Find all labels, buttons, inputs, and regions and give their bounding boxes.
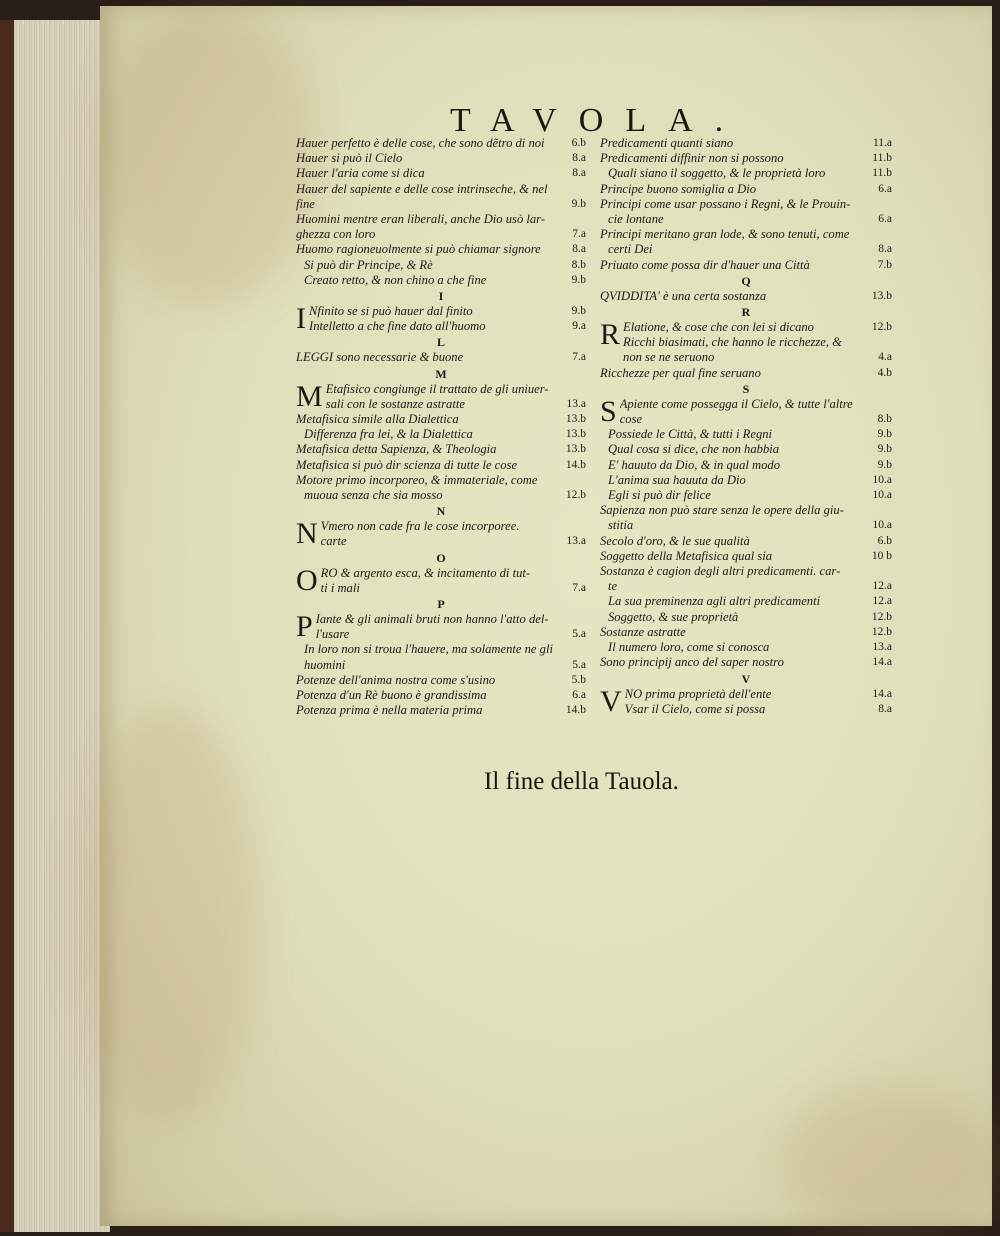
index-entry-text: sali con le sostanze astratte xyxy=(325,396,465,411)
index-entry-text: Ricchi biasimati, che hanno le ricchezze, & xyxy=(623,335,842,350)
index-column-left xyxy=(296,136,586,719)
index-entry-page: 5.b xyxy=(571,673,586,686)
index-entry xyxy=(600,197,892,212)
index-entry xyxy=(296,182,586,197)
index-entry-page: 13.a xyxy=(566,397,586,410)
index-entry-text: Hauer l'aria come si dica xyxy=(296,166,425,181)
index-entry-page: 10.a xyxy=(872,519,892,532)
index-entry-page: 5.a xyxy=(572,628,586,641)
index-entry-page: 4.a xyxy=(878,351,892,364)
index-entry-text: Principe buono somiglia a Dio xyxy=(600,181,757,196)
index-entry-text: Egli si può dir felice xyxy=(608,488,711,503)
index-entry-text: Soggetto, & sue proprietà xyxy=(608,609,739,624)
index-entry xyxy=(625,687,892,702)
index-entry xyxy=(600,242,892,257)
index-entry xyxy=(296,642,586,657)
section-letter: S xyxy=(742,381,750,396)
index-entry-page: 9.b xyxy=(877,458,892,471)
index-entry xyxy=(600,227,892,242)
section-letter: I xyxy=(438,289,444,304)
index-entry-text: Principi meritano gran lode, & sono tenuti, come xyxy=(600,227,850,242)
index-entry xyxy=(296,473,586,488)
index-entry-page: 8.b xyxy=(877,413,892,426)
index-entry xyxy=(600,212,892,227)
index-entry-text: Priuato come possa dir d'hauer una Città xyxy=(600,257,810,272)
index-entry-page: 9.b xyxy=(571,305,586,318)
index-entry xyxy=(600,473,892,488)
index-entry-text: Hauer perfetto è delle cose, che sono dẽtro di noi xyxy=(296,136,545,150)
index-entry-page: 6.b xyxy=(877,534,892,547)
index-entry xyxy=(296,136,586,151)
index-entry-page: 12.a xyxy=(872,580,892,593)
index-entry-text: Possiede le Città, & tutti i Regni xyxy=(608,427,773,442)
dropcap-entry-block xyxy=(600,684,892,718)
index-entry xyxy=(326,382,586,397)
index-entry-page: 12.b xyxy=(871,610,892,623)
index-entry-text: Predicamenti quanti siano xyxy=(600,136,734,150)
index-entry xyxy=(296,703,586,718)
index-entry-text: L'anima sua hauuta da Dio xyxy=(608,472,746,487)
index-entry xyxy=(620,412,892,427)
index-entry xyxy=(600,442,892,457)
index-entry xyxy=(600,427,892,442)
dropcap-entry-block xyxy=(600,394,892,428)
index-entry xyxy=(600,289,892,304)
index-entry-page: 10.a xyxy=(872,489,892,502)
index-entry-text: In loro non si troua l'hauere, ma solamente ne gli xyxy=(304,642,553,657)
index-entry-text: Potenze dell'anima nostra come s'usino xyxy=(296,672,496,687)
index-entry-text: certi Dei xyxy=(608,242,653,257)
index-entry-text: huomini xyxy=(304,657,346,672)
index-entry-text: ti i mali xyxy=(320,580,360,595)
drop-capital: P xyxy=(296,610,313,644)
index-entry xyxy=(321,581,586,596)
section-letter: N xyxy=(436,504,446,519)
index-entry-text: QVIDDITA' è una certa sostanza xyxy=(600,288,767,303)
index-entry-text: Hauer del sapiente e delle cose intrinseche, & nel xyxy=(296,181,548,196)
index-entry xyxy=(625,702,892,717)
index-entry-text: stitia xyxy=(608,518,634,533)
dropcap-entry-block xyxy=(296,304,586,334)
index-entry xyxy=(600,136,892,151)
index-entry-text: NO prima proprietà dell'ente xyxy=(624,686,772,701)
index-entry xyxy=(296,673,586,688)
index-entry-text: Creato retto, & non chino a che fine xyxy=(304,272,487,287)
section-letter: Q xyxy=(741,273,751,288)
drop-capital: S xyxy=(600,394,617,428)
drop-capital: R xyxy=(600,318,621,352)
index-entry xyxy=(296,442,586,457)
index-entry xyxy=(600,640,892,655)
index-entry xyxy=(309,319,586,334)
drop-capital: I xyxy=(296,302,306,336)
end-of-table-caption: Il fine della Tauola. xyxy=(484,768,679,795)
index-entry-page: 8.b xyxy=(571,258,586,271)
index-entry xyxy=(321,566,586,581)
index-entry xyxy=(296,658,586,673)
index-entry xyxy=(296,258,586,273)
index-entry-text: Sostanze astratte xyxy=(600,624,686,639)
index-entry-text: Soggetto della Metafisica qual sia xyxy=(600,548,773,563)
index-entry-page: 10.a xyxy=(872,473,892,486)
index-entry-text: Hauer si può il Cielo xyxy=(296,151,403,166)
index-entry xyxy=(623,320,892,335)
index-entry xyxy=(321,534,586,549)
dropcap-entry-block xyxy=(296,379,586,413)
index-entry-text: Predicamenti diffinir non si possono xyxy=(600,151,784,166)
index-entry xyxy=(600,610,892,625)
index-entry-page: 8.a xyxy=(572,167,586,180)
index-entry xyxy=(600,503,892,518)
index-entry-text: E' hauuto da Dio, & in qual modo xyxy=(608,457,781,472)
index-entry xyxy=(623,335,892,350)
index-entry xyxy=(600,594,892,609)
index-entry-text: Sostanza è cagion degli altri predicamenti. car- xyxy=(600,564,841,579)
index-entry-page: 8.a xyxy=(878,702,892,715)
index-entry-page: 10 b xyxy=(871,549,892,562)
index-entry-text: Etafisico congiunge il trattato de gli uniuer- xyxy=(325,381,549,396)
index-column-right xyxy=(600,136,892,717)
index-entry-page: 12.b xyxy=(565,489,586,502)
index-entry xyxy=(309,304,586,319)
index-entry-page: 6.b xyxy=(571,137,586,149)
index-entry-text: Vsar il Cielo, come si possa xyxy=(624,701,766,716)
index-entry xyxy=(296,488,586,503)
index-entry-text: Vmero non cade fra le cose incorporee. xyxy=(320,519,520,534)
index-entry xyxy=(600,534,892,549)
book-page-edges xyxy=(0,20,110,1232)
index-entry-text: Nfinito se si può hauer dal finito xyxy=(309,304,473,319)
index-entry xyxy=(296,166,586,181)
index-entry xyxy=(600,258,892,273)
index-entry xyxy=(296,350,586,365)
index-entry xyxy=(296,688,586,703)
index-entry-page: 12.a xyxy=(872,595,892,608)
index-entry-text: Huomo ragioneuolmente si può chiamar signore xyxy=(296,242,541,257)
index-entry xyxy=(321,519,586,534)
index-entry-page: 14.a xyxy=(872,687,892,700)
index-entry-text: l'usare xyxy=(315,627,350,642)
index-entry xyxy=(296,151,586,166)
drop-capital: N xyxy=(296,517,318,551)
index-entry-text: Metafisica simile alla Dialettica xyxy=(296,412,459,427)
index-entry-page: 14.b xyxy=(565,704,586,717)
index-entry xyxy=(296,273,586,288)
dropcap-entry-block xyxy=(600,320,892,366)
drop-capital: V xyxy=(600,684,622,718)
index-entry-text: Potenza prima è nella materia prima xyxy=(296,703,483,718)
index-entry xyxy=(296,227,586,242)
index-entry-page: 8.a xyxy=(572,243,586,256)
index-entry-page: 9.b xyxy=(877,428,892,441)
index-entry-page: 5.a xyxy=(572,658,586,671)
index-entry-text: Sapienza non può stare senza le opere della giu- xyxy=(600,503,844,518)
drop-capital: O xyxy=(296,563,318,597)
index-entry-page: 13.b xyxy=(565,443,586,456)
index-entry xyxy=(600,625,892,640)
index-entry xyxy=(600,488,892,503)
index-entry-text: Iante & gli animali bruti non hanno l'atto del- xyxy=(315,612,549,627)
index-entry-text: te xyxy=(608,579,618,594)
index-entry-page: 11.b xyxy=(872,152,892,165)
index-entry-page: 13.b xyxy=(565,413,586,426)
index-entry-page: 7.a xyxy=(572,581,586,594)
index-entry xyxy=(600,518,892,533)
index-entry-page: 6.a xyxy=(878,182,892,195)
index-entry-text: Il numero loro, come si conosca xyxy=(608,640,770,655)
index-entry-text: Potenza d'un Rè buono è grandissima xyxy=(296,688,487,703)
index-entry xyxy=(600,151,892,166)
index-entry-text: La sua preminenza agli altri predicamenti xyxy=(608,594,821,609)
age-stain xyxy=(780,1086,1000,1236)
dropcap-entry-block xyxy=(296,612,586,642)
index-entry-text: non se ne seruono xyxy=(623,350,715,365)
index-entry-text: fine xyxy=(296,196,315,211)
age-stain xyxy=(100,6,320,306)
index-entry-text: muoua senza che sia mosso xyxy=(304,488,443,503)
index-entry-page: 9.b xyxy=(571,197,586,210)
index-entry xyxy=(296,427,586,442)
index-entry xyxy=(623,350,892,365)
index-entry-page: 8.a xyxy=(572,152,586,165)
index-entry xyxy=(600,655,892,670)
section-letter: V xyxy=(741,671,751,686)
index-entry-text: Principi come usar possano i Regni, & le Prouin- xyxy=(600,196,851,211)
index-entry-text: Elatione, & cose che con lei si dicano xyxy=(623,320,814,335)
index-entry xyxy=(600,564,892,579)
index-entry-page: 13.a xyxy=(872,641,892,654)
index-entry-page: 12.b xyxy=(871,321,892,334)
book-cover-edge xyxy=(0,20,14,1232)
index-entry-page: 14.a xyxy=(872,656,892,669)
index-entry-text: Qual cosa si dice, che non habbia xyxy=(608,442,780,457)
index-entry xyxy=(296,458,586,473)
index-entry-page: 7.a xyxy=(572,228,586,241)
index-entry-text: Apiente come possegga il Cielo, & tutte l'altre xyxy=(619,396,853,411)
index-entry-text: RO & argento esca, & incitamento di tut- xyxy=(320,565,531,580)
index-entry xyxy=(296,242,586,257)
index-entry-text: Metafisica si può dir scienza di tutte le cose xyxy=(296,457,518,472)
index-entry xyxy=(620,397,892,412)
section-letter: R xyxy=(741,305,751,320)
index-entry-text: Ricchezze per qual fine seruano xyxy=(600,365,761,380)
index-entry xyxy=(296,212,586,227)
index-entry xyxy=(326,397,586,412)
index-entry xyxy=(600,549,892,564)
index-entry xyxy=(600,579,892,594)
index-entry-page: 8.a xyxy=(878,243,892,256)
index-entry-page: 12.b xyxy=(871,625,892,638)
drop-capital: M xyxy=(296,379,323,413)
index-entry-page: 13.b xyxy=(565,428,586,441)
index-entry-text: Si può dir Principe, & Rè xyxy=(304,257,433,272)
index-entry-page: 11.b xyxy=(872,167,892,180)
index-entry xyxy=(600,166,892,181)
index-entry-page: 9.a xyxy=(572,320,586,333)
index-entry-page: 14.b xyxy=(565,458,586,471)
index-entry-text: Differenza fra lei, & la Dialettica xyxy=(304,427,473,442)
dropcap-entry-block xyxy=(296,563,586,597)
index-entry-text: Metafisica detta Sapienza, & Theologia xyxy=(296,442,497,457)
index-entry-text: Sono principij anco del saper nostro xyxy=(600,655,784,670)
index-entry xyxy=(316,627,586,642)
index-entry-page: 7.a xyxy=(572,351,586,364)
index-entry xyxy=(296,412,586,427)
index-entry-text: Huomini mentre eran liberali, anche Dio usò lar- xyxy=(296,212,546,227)
index-entry xyxy=(600,182,892,197)
index-entry-page: 6.a xyxy=(878,213,892,226)
section-letter: P xyxy=(437,597,445,612)
index-entry-page: 7.b xyxy=(877,258,892,271)
index-entry-text: cose xyxy=(619,412,643,427)
index-entry-text: Quali siano il soggetto, & le proprietà loro xyxy=(608,166,826,181)
index-entry-page: 6.a xyxy=(572,689,586,702)
index-entry xyxy=(316,612,586,627)
index-entry-text: Intelletto a che fine dato all'huomo xyxy=(309,319,486,334)
index-entry-text: Secolo d'oro, & le sue qualità xyxy=(600,533,750,548)
index-entry-page: 13.b xyxy=(871,289,892,302)
section-letter: M xyxy=(435,366,447,381)
index-entry-text: LEGGI sono necessarie & buone xyxy=(296,350,464,365)
age-stain xyxy=(80,706,260,1126)
index-entry-text: ghezza con loro xyxy=(296,227,376,242)
index-entry xyxy=(600,458,892,473)
page-title: TAVOLA. xyxy=(450,102,746,139)
index-entry-page: 13.a xyxy=(566,535,586,548)
index-entry xyxy=(296,197,586,212)
index-entry-page: 11.a xyxy=(872,137,892,149)
index-entry-page: 9.b xyxy=(877,443,892,456)
section-letter: L xyxy=(436,335,445,350)
index-entry-text: carte xyxy=(320,534,347,549)
index-entry xyxy=(600,366,892,381)
dropcap-entry-block xyxy=(296,519,586,549)
index-entry-page: 4.b xyxy=(877,366,892,379)
index-entry-text: cie lontane xyxy=(608,212,664,227)
index-entry-text: Motore primo incorporeo, & immateriale, come xyxy=(296,472,538,487)
index-entry-page: 9.b xyxy=(571,273,586,286)
section-letter: O xyxy=(436,550,446,565)
